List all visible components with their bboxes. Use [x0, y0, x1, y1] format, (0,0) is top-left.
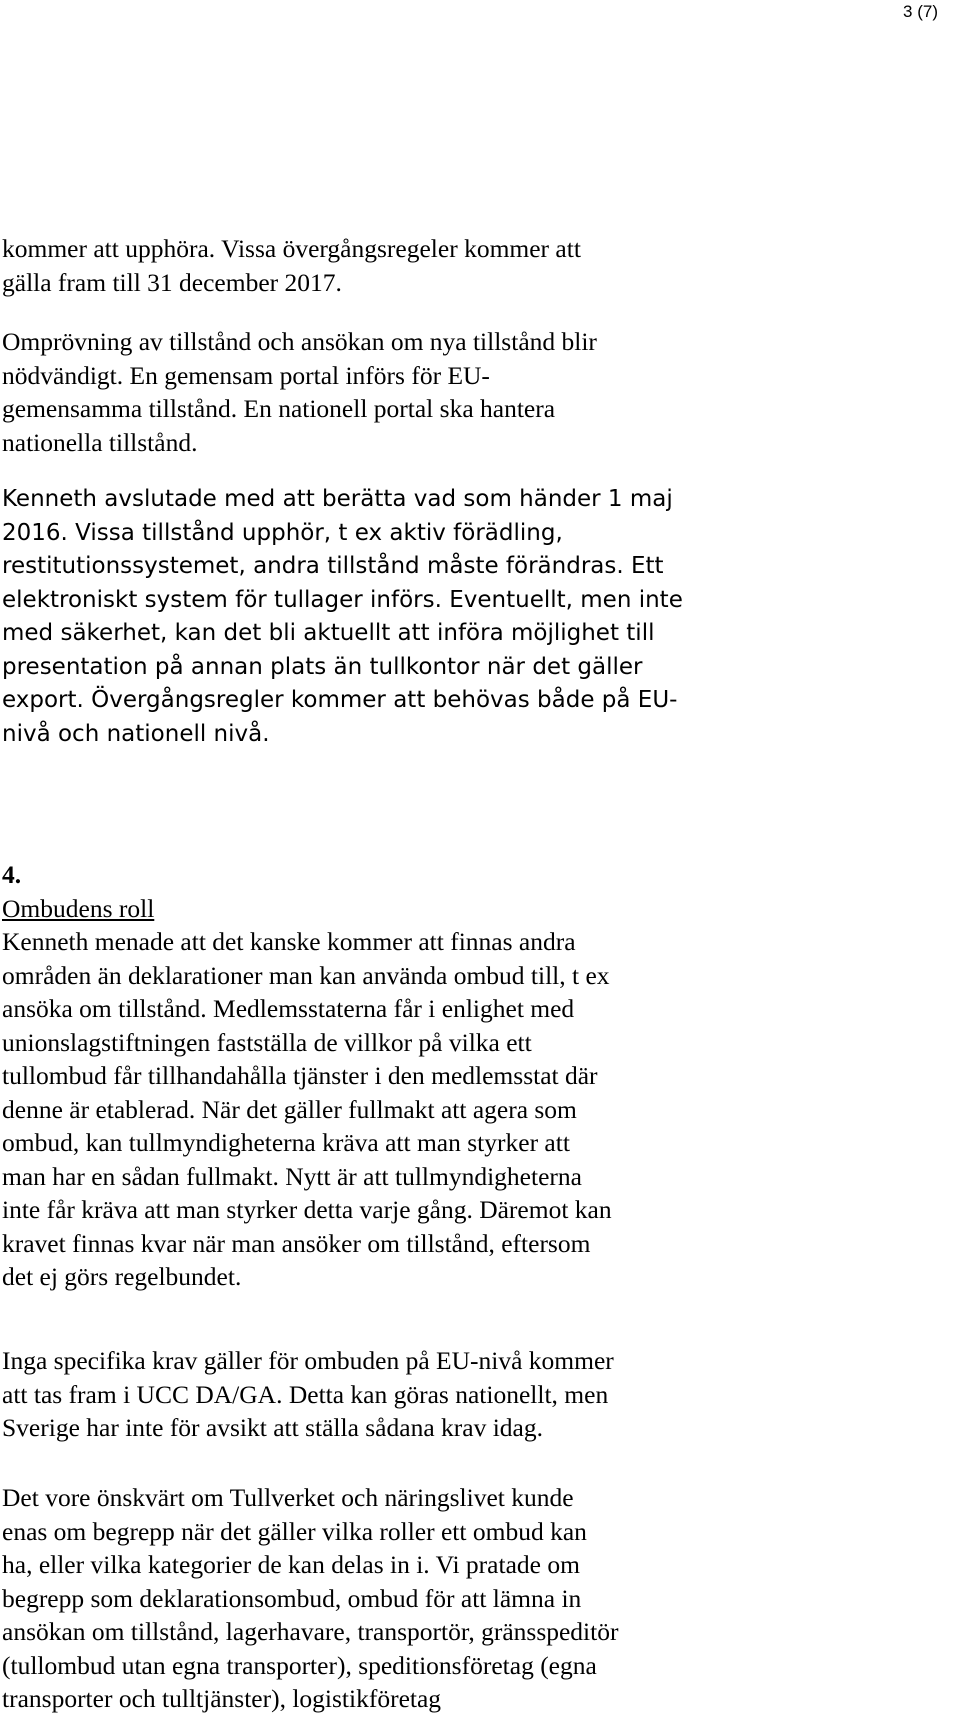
text-line: presentation på annan plats än tullkontor när det gäller [2, 653, 643, 680]
text-line: begrepp som deklarationsombud, ombud för att lämna in [2, 1583, 582, 1613]
text-line: 2016. Vissa tillstånd upphör, t ex aktiv förädling, [2, 519, 563, 546]
paragraph-6 [2, 1481, 952, 1716]
text-line: export. Övergångsregler kommer att behövas både på EU- [2, 687, 678, 713]
text-line: ombud, kan tullmyndigheterna kräva att man styrker att [2, 1128, 570, 1157]
text-line: Kenneth menade att det kanske kommer att finnas andra [2, 927, 576, 956]
section-title: Ombudens roll [2, 893, 155, 923]
text-line: restitutionssystemet, andra tillstånd måste förändras. Ett [2, 553, 664, 579]
text-line: inte får kräva att man styrker detta varje gång. Däremot kan [2, 1195, 612, 1224]
text-line: ansökan om tillstånd, lagerhavare, transportör, gränsspeditör [2, 1617, 619, 1646]
text-line: nationella tillstånd. [2, 427, 198, 457]
text-line: Sverige har inte för avsikt att ställa sådana krav idag. [2, 1413, 543, 1442]
text-line: ha, eller vilka kategorier de kan delas in i. Vi pratade om [2, 1550, 580, 1579]
section-number: 4. [2, 860, 22, 889]
paragraph-2 [2, 325, 952, 459]
text-line: Det vore önskvärt om Tullverket och näringslivet kunde [2, 1483, 574, 1512]
text-line: Kenneth avslutade med att berätta vad som händer 1 maj [2, 486, 673, 512]
text-line: kommer att upphöra. Vissa övergångsregeler kommer att [2, 234, 581, 263]
text-line: med säkerhet, kan det bli aktuellt att införa möjlighet till [2, 620, 655, 646]
text-line: enas om begrepp när det gäller vilka roller ett ombud kan [2, 1516, 587, 1546]
text-line: att tas fram i UCC DA/GA. Detta kan göras nationellt, men [2, 1379, 609, 1409]
paragraph-3 [2, 483, 952, 751]
text-line: elektroniskt system för tullager införs. Eventuellt, men inte [2, 586, 683, 613]
text-line: (tullombud utan egna transporter), speditionsföretag (egna [2, 1650, 597, 1680]
text-line: gemensamma tillstånd. En nationell portal ska hantera [2, 394, 556, 423]
paragraph-4 [2, 925, 952, 1294]
text-line: områden än deklarationer man kan använda ombud till, t ex [2, 960, 610, 990]
paragraph-5 [2, 1344, 952, 1445]
text-line: nivå och nationell nivå. [2, 720, 270, 747]
text-line: kravet finnas kvar när man ansöker om tillstånd, eftersom [2, 1228, 591, 1258]
text-line: unionslagstiftningen fastställa de villkor på vilka ett [2, 1027, 532, 1057]
text-line: man har en sådan fullmakt. Nytt är att tullmyndigheterna [2, 1161, 582, 1191]
paragraph-1 [2, 232, 952, 299]
text-line: tullombud får tillhandahålla tjänster i den medlemsstat där [2, 1061, 598, 1090]
text-line: ansöka om tillstånd. Medlemsstaterna får i enlighet med [2, 994, 575, 1023]
section-4-heading [2, 858, 952, 925]
text-line: transporter och tulltjänster), logistikföretag [2, 1684, 442, 1713]
text-line: gälla fram till 31 december 2017. [2, 267, 342, 297]
text-line: Inga specifika krav gäller för ombuden på EU-nivå kommer [2, 1346, 614, 1375]
text-line: det ej görs regelbundet. [2, 1262, 242, 1291]
page-number: 3 (7) [903, 2, 938, 21]
text-line: Omprövning av tillstånd och ansökan om nya tillstånd blir [2, 327, 597, 356]
text-line: nödvändigt. En gemensam portal införs för EU- [2, 360, 490, 390]
text-line: denne är etablerad. När det gäller fullmakt att agera som [2, 1094, 577, 1124]
